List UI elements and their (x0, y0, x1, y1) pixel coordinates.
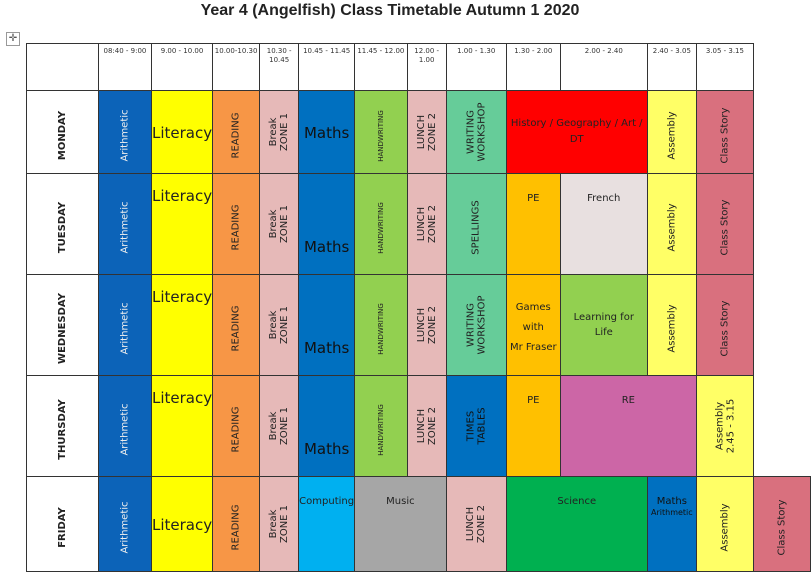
reading-cell: READING (213, 174, 260, 275)
arithmetic-cell: Arithmetic (98, 275, 151, 376)
literacy-cell: Literacy (151, 174, 212, 275)
maths-cell: Maths (299, 91, 355, 174)
day-label-wednesday: WEDNESDAY (27, 275, 99, 376)
assembly-cell: Assembly (647, 91, 696, 174)
music-cell: Music (355, 477, 447, 572)
writing-workshop-cell: WRITING WORKSHOP (446, 275, 506, 376)
break-cell: Break ZONE 1 (260, 477, 299, 572)
time-header: 2.00 - 2.40 (560, 44, 647, 91)
literacy-cell: Literacy (151, 477, 212, 572)
time-header: 3.05 - 3.15 (696, 44, 753, 91)
learning-for-life-cell: Learning for Life (560, 275, 647, 376)
arithmetic-cell: Arithmetic (98, 376, 151, 477)
time-header: 1.30 - 2.00 (506, 44, 560, 91)
friday-maths-cell: Maths Arithmetic (647, 477, 696, 572)
time-header: 08:40 - 9:00 (98, 44, 151, 91)
page-title: Year 4 (Angelfish) Class Timetable Autumn 1 2020 (200, 2, 580, 19)
literacy-cell: Literacy (151, 275, 212, 376)
break-cell: Break ZONE 1 (260, 275, 299, 376)
reading-cell: READING (213, 91, 260, 174)
wednesday-row (27, 275, 811, 376)
move-handle-icon[interactable]: ✛ (6, 32, 20, 46)
lunch-cell: LUNCH ZONE 2 (407, 376, 446, 477)
tuesday-row (27, 174, 811, 275)
handwriting-cell: HANDWRITING (355, 275, 408, 376)
time-header: 10.00-10.30 (213, 44, 260, 91)
maths-cell: Maths (299, 275, 355, 376)
games-cell: Games with Mr Fraser (506, 275, 560, 376)
reading-cell: READING (213, 376, 260, 477)
day-label-thursday: THURSDAY (27, 376, 99, 477)
arithmetic-cell: Arithmetic (98, 174, 151, 275)
lunch-cell: LUNCH ZONE 2 (407, 91, 446, 174)
arithmetic-cell: Arithmetic (98, 91, 151, 174)
computing-cell: Computing (299, 477, 355, 572)
break-cell: Break ZONE 1 (260, 91, 299, 174)
maths-cell: Maths (299, 174, 355, 275)
assembly-thursday-cell: Assembly 2.45 - 3.15 (696, 376, 753, 477)
handwriting-cell: HANDWRITING (355, 174, 408, 275)
spellings-cell: SPELLINGS (446, 174, 506, 275)
pe-cell: PE (506, 376, 560, 477)
history-geography-cell: History / Geography / Art / DT (506, 91, 647, 174)
day-label-tuesday: TUESDAY (27, 174, 99, 275)
maths-cell: Maths (299, 376, 355, 477)
lunch-cell: LUNCH ZONE 2 (446, 477, 506, 572)
literacy-cell: Literacy (151, 91, 212, 174)
class-story-cell: Class Story (696, 174, 753, 275)
friday-row (27, 477, 811, 572)
monday-row (27, 91, 811, 174)
header-row (27, 44, 811, 91)
reading-cell: READING (213, 275, 260, 376)
break-cell: Break ZONE 1 (260, 174, 299, 275)
pe-cell: PE (506, 174, 560, 275)
time-header: 2.40 - 3.05 (647, 44, 696, 91)
time-header: 10.45 - 11.45 (299, 44, 355, 91)
times-tables-cell: TIMES TABLES (446, 376, 506, 477)
assembly-cell: Assembly (647, 275, 696, 376)
class-story-cell: Class Story (696, 91, 753, 174)
science-cell: Science (506, 477, 647, 572)
assembly-cell: Assembly (647, 174, 696, 275)
time-header: 9.00 - 10.00 (151, 44, 212, 91)
corner-cell (27, 44, 99, 91)
re-cell: RE (560, 376, 696, 477)
time-header: 1.00 - 1.30 (446, 44, 506, 91)
reading-cell: READING (213, 477, 260, 572)
handwriting-cell: HANDWRITING (355, 91, 408, 174)
handwriting-cell: HANDWRITING (355, 376, 408, 477)
writing-workshop-cell: WRITING WORKSHOP (446, 91, 506, 174)
lunch-cell: LUNCH ZONE 2 (407, 275, 446, 376)
day-label-friday: FRIDAY (27, 477, 99, 572)
literacy-cell: Literacy (151, 376, 212, 477)
time-header: 12.00 - 1.00 (407, 44, 446, 91)
arithmetic-cell: Arithmetic (98, 477, 151, 572)
assembly-cell: Assembly (696, 477, 753, 572)
thursday-row (27, 376, 811, 477)
lunch-cell: LUNCH ZONE 2 (407, 174, 446, 275)
class-story-cell: Class Story (753, 477, 810, 572)
french-cell: French (560, 174, 647, 275)
time-header: 10.30 - 10.45 (260, 44, 299, 91)
timetable (26, 43, 811, 572)
day-label-monday: MONDAY (27, 91, 99, 174)
class-story-cell: Class Story (696, 275, 753, 376)
time-header: 11.45 - 12.00 (355, 44, 408, 91)
break-cell: Break ZONE 1 (260, 376, 299, 477)
